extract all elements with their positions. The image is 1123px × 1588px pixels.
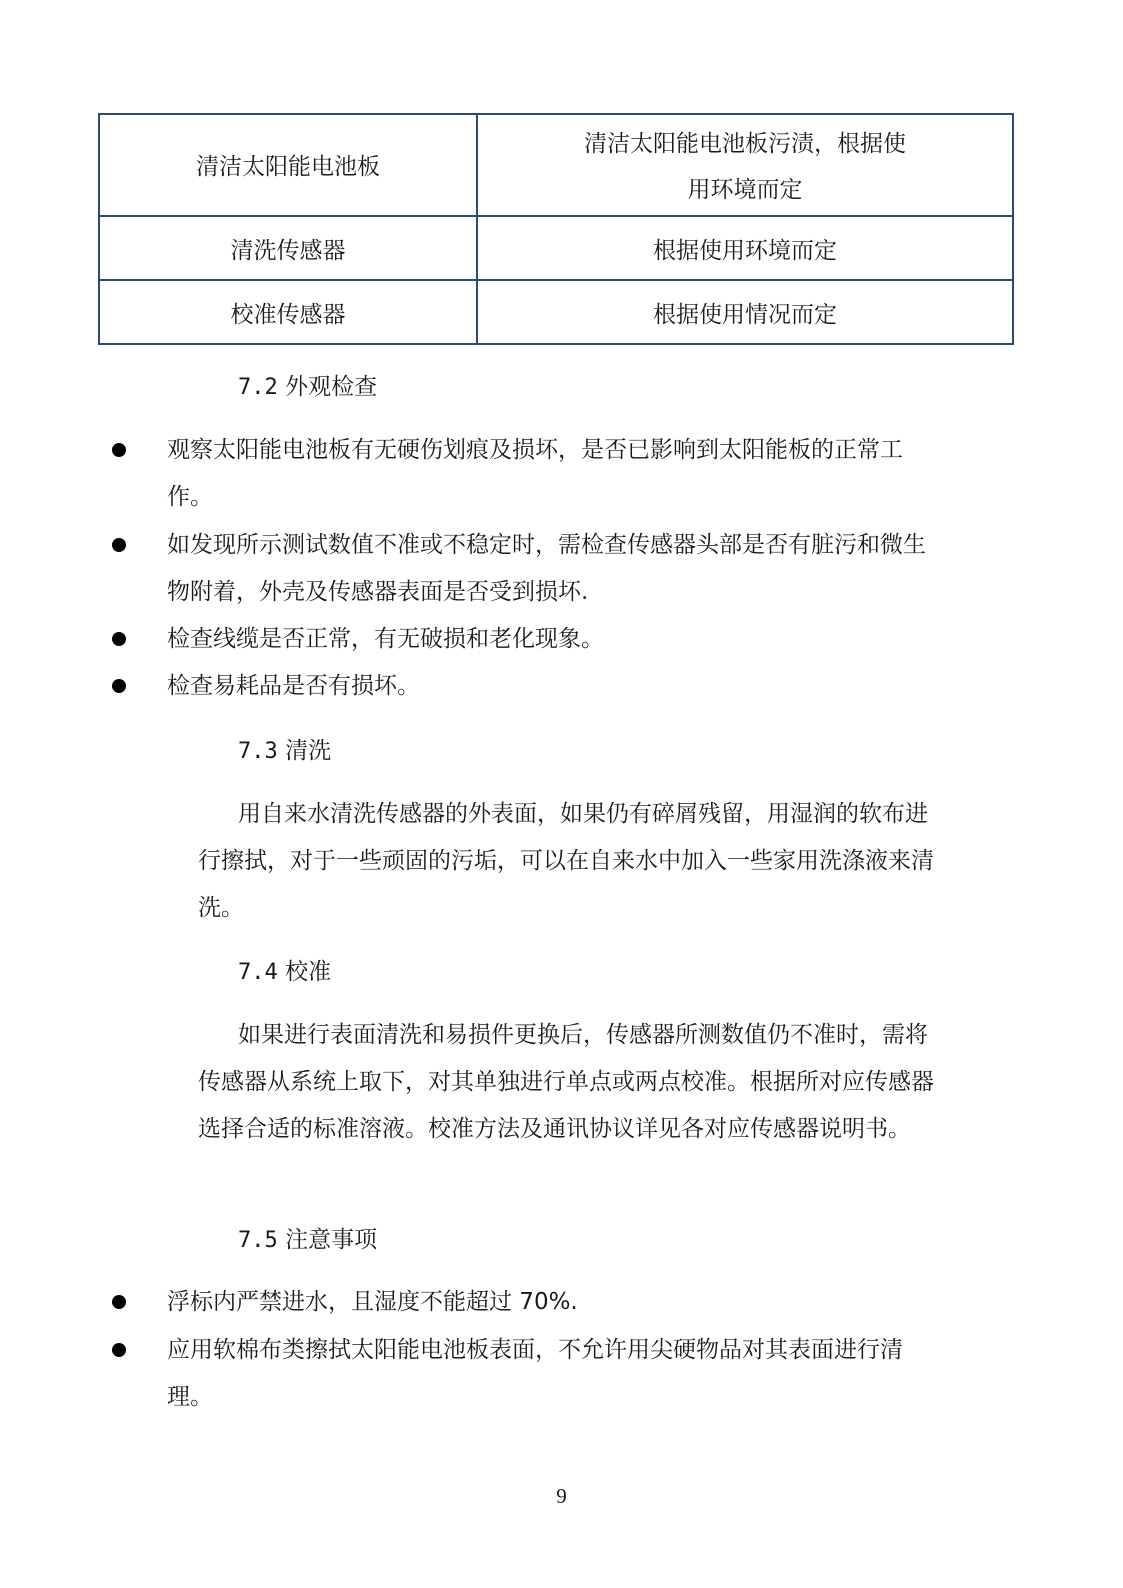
bullet-icon xyxy=(112,632,126,646)
section-number: 7.3 xyxy=(238,739,278,764)
section-heading-7-3 xyxy=(238,736,331,767)
bullet-icon xyxy=(112,443,126,457)
table-row xyxy=(99,216,1013,280)
paragraph: 如果进行表面清洗和易损件更换后，传感器所测数值仍不准时，需将传感器从系统上取下，对其单独进行单点或两点校准。根据所对应传感器选择合适的标准溶液。校准方法及通讯协议详见各对应传感器说明书。 xyxy=(198,1022,934,1142)
table-cell-cycle: 清洁太阳能电池板污渍，根据使用环境而定 xyxy=(477,114,1013,216)
bullet-icon xyxy=(112,1295,126,1309)
table-cell-cycle: 根据使用情况而定 xyxy=(477,280,1013,344)
table-row xyxy=(99,280,1013,344)
table-cell-item: 清洁太阳能电池板 xyxy=(99,114,477,216)
bullet-icon xyxy=(112,538,126,552)
section-number: 7.2 xyxy=(238,375,278,400)
section-title: 校准 xyxy=(285,959,332,985)
section-heading-7-2 xyxy=(238,372,377,403)
section-number: 7.4 xyxy=(238,960,278,985)
table-cell-item: 校准传感器 xyxy=(99,280,477,344)
table-cell-item: 清洗传感器 xyxy=(99,216,477,280)
page-number: 9 xyxy=(556,1484,567,1508)
section-heading-7-5 xyxy=(238,1225,377,1256)
maintenance-table xyxy=(98,113,1014,345)
section-number: 7.5 xyxy=(238,1228,278,1253)
paragraph: 用自来水清洗传感器的外表面，如果仍有碎屑残留，用湿润的软布进行擦拭，对于一些顽固的污垢，可以在自来水中加入一些家用洗涤液来清洗。 xyxy=(198,801,934,921)
table-row xyxy=(99,114,1013,216)
bullet-icon xyxy=(112,679,126,693)
bullet-icon xyxy=(112,1343,126,1357)
section-title: 注意事项 xyxy=(285,1227,378,1253)
section-heading-7-4 xyxy=(238,957,331,988)
section-title: 清洗 xyxy=(285,738,332,764)
section-title: 外观检查 xyxy=(285,374,378,400)
table-cell-cycle: 根据使用环境而定 xyxy=(477,216,1013,280)
